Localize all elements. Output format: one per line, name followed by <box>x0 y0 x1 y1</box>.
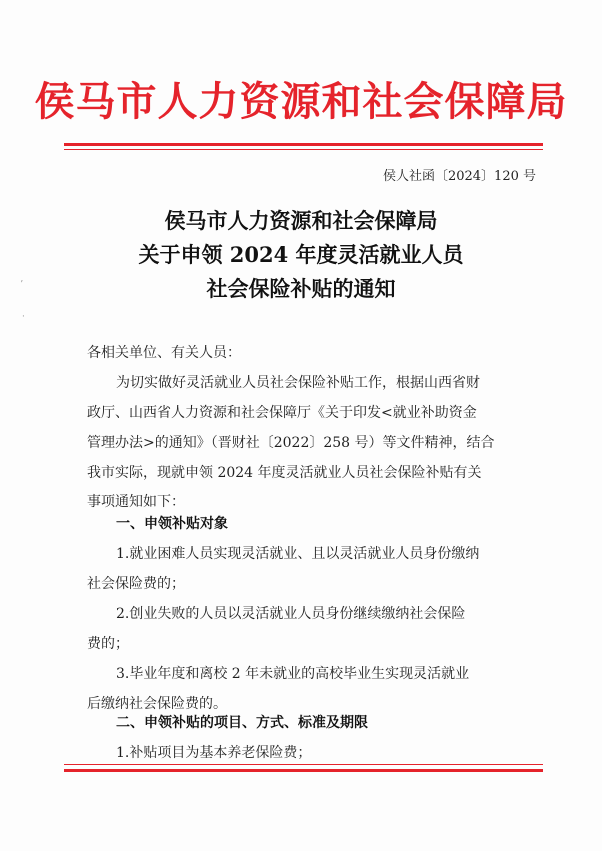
notice-title-line-3: 社会保险补贴的通知 <box>206 276 396 301</box>
intro-line-5: 事项通知如下： <box>87 494 185 510</box>
section-1-item-2-cont: 费的； <box>87 636 129 652</box>
notice-title-line-1: 侯马市人力资源和社会保障局 <box>164 208 438 233</box>
section-2-item-1: 1.补贴项目为基本养老保险费； <box>116 745 312 761</box>
section-1-item-2: 2.创业失败的人员以灵活就业人员身份继续缴纳社会保险 <box>116 606 466 622</box>
header-rule-thick <box>64 143 543 146</box>
footer-rule-thick <box>64 769 543 772</box>
section-1-item-3-cont: 后缴纳社会保险费的。 <box>87 696 227 712</box>
section-1-item-1: 1.就业困难人员实现灵活就业、且以灵活就业人员身份缴纳 <box>116 546 480 562</box>
footer-rule-thin <box>64 764 543 765</box>
scan-mark: · <box>22 312 25 322</box>
section-1-item-3: 3.毕业年度和离校 2 年未就业的高校毕业生实现灵活就业 <box>116 666 470 682</box>
intro-line-2: 政厅、山西省人力资源和社会保障厅《关于印发<就业补助资金 <box>87 405 477 421</box>
notice-title-line-2: 关于申领 2024 年度灵活就业人员 <box>138 242 464 267</box>
document-number: 侯人社函〔2024〕120 号 <box>382 169 536 184</box>
header-rule-thin <box>64 149 543 150</box>
intro-line-1: 为切实做好灵活就业人员社会保险补贴工作，根据山西省财 <box>116 375 480 391</box>
scan-mark: ʼ <box>20 280 23 290</box>
section-2-heading: 二、申领补贴的项目、方式、标准及期限 <box>116 715 368 731</box>
issuing-authority-header: 侯马市人力资源和社会保障局 <box>34 78 568 125</box>
section-1-heading: 一、申领补贴对象 <box>116 516 228 532</box>
intro-line-4: 我市实际，现就申领 2024 年度灵活就业人员社会保险补贴有关 <box>87 465 482 481</box>
intro-line-3: 管理办法>的通知》（晋财社〔2022〕258 号）等文件精神，结合 <box>87 435 495 451</box>
section-1-item-1-cont: 社会保险费的； <box>87 576 185 592</box>
greeting: 各相关单位、有关人员： <box>87 345 241 361</box>
